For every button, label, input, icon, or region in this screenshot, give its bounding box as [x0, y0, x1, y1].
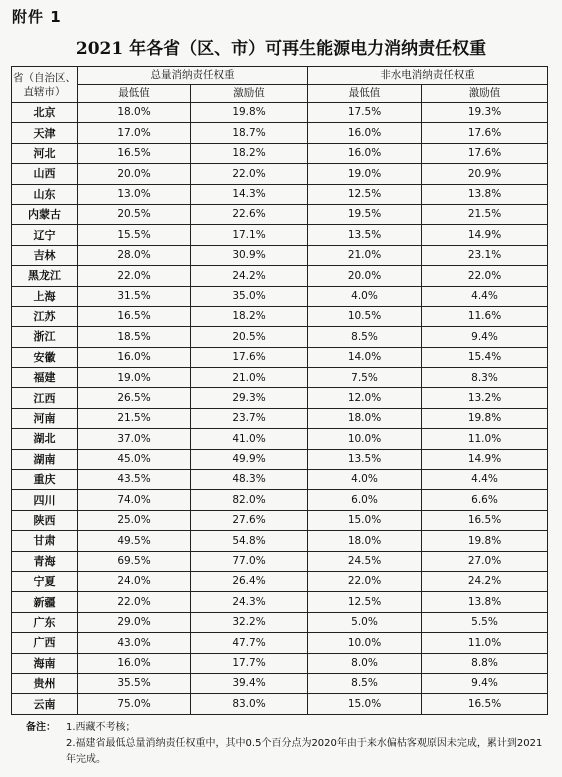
total-min-cell: 75.0% — [78, 694, 191, 714]
nonhydro-incentive-cell: 4.4% — [422, 470, 548, 490]
nonhydro-incentive-cell: 13.8% — [422, 184, 548, 204]
total-min-cell: 22.0% — [78, 592, 191, 612]
total-min-cell: 16.0% — [78, 653, 191, 673]
nonhydro-incentive-cell: 24.2% — [422, 571, 548, 591]
nonhydro-min-cell: 4.0% — [308, 286, 422, 306]
table-row — [12, 368, 548, 388]
nonhydro-min-cell: 10.0% — [308, 429, 422, 449]
table-row — [12, 327, 548, 347]
total-incentive-cell: 17.1% — [191, 225, 308, 245]
total-min-cell: 24.0% — [78, 571, 191, 591]
nonhydro-incentive-cell: 17.6% — [422, 143, 548, 163]
nonhydro-min-cell: 4.0% — [308, 470, 422, 490]
total-incentive-cell: 22.6% — [191, 204, 308, 224]
nonhydro-min-cell: 15.0% — [308, 694, 422, 714]
total-min-header: 最低值 — [78, 85, 191, 103]
nonhydro-min-cell: 6.0% — [308, 490, 422, 510]
total-min-cell: 15.5% — [78, 225, 191, 245]
table-row — [12, 164, 548, 184]
table-row — [12, 143, 548, 163]
total-min-cell: 45.0% — [78, 449, 191, 469]
total-incentive-cell: 17.6% — [191, 347, 308, 367]
nonhydro-min-cell: 24.5% — [308, 551, 422, 571]
nonhydro-incentive-cell: 5.5% — [422, 612, 548, 632]
table-row — [12, 388, 548, 408]
total-min-cell: 29.0% — [78, 612, 191, 632]
total-incentive-cell: 32.2% — [191, 612, 308, 632]
province-cell: 福建 — [12, 368, 78, 388]
nonhydro-incentive-cell: 4.4% — [422, 286, 548, 306]
total-min-cell: 20.5% — [78, 204, 191, 224]
total-incentive-cell: 22.0% — [191, 164, 308, 184]
attachment-label: 附件 1 — [12, 8, 62, 26]
total-incentive-cell: 17.7% — [191, 653, 308, 673]
nonhydro-min-cell: 21.0% — [308, 245, 422, 265]
nonhydro-incentive-cell: 14.9% — [422, 225, 548, 245]
note-item — [26, 736, 546, 768]
nonhydro-incentive-cell: 27.0% — [422, 551, 548, 571]
nonhydro-min-cell: 19.5% — [308, 204, 422, 224]
nonhydro-min-cell: 12.0% — [308, 388, 422, 408]
nonhydro-incentive-cell: 11.0% — [422, 633, 548, 653]
total-incentive-cell: 27.6% — [191, 510, 308, 530]
province-cell: 四川 — [12, 490, 78, 510]
table-row — [12, 266, 548, 286]
table-row — [12, 225, 548, 245]
nonhydro-incentive-cell: 17.6% — [422, 123, 548, 143]
total-min-cell: 16.5% — [78, 143, 191, 163]
table-row — [12, 571, 548, 591]
total-incentive-cell: 24.2% — [191, 266, 308, 286]
nonhydro-incentive-cell: 11.6% — [422, 306, 548, 326]
table-row — [12, 490, 548, 510]
table-row — [12, 633, 548, 653]
nonhydro-incentive-cell: 20.9% — [422, 164, 548, 184]
total-incentive-cell: 48.3% — [191, 470, 308, 490]
nonhydro-incentive-cell: 16.5% — [422, 694, 548, 714]
province-cell: 陕西 — [12, 510, 78, 530]
notes-label: 备注： — [26, 722, 56, 733]
total-min-cell: 13.0% — [78, 184, 191, 204]
total-min-cell: 69.5% — [78, 551, 191, 571]
table-row — [12, 653, 548, 673]
total-min-cell: 19.0% — [78, 368, 191, 388]
total-incentive-cell: 77.0% — [191, 551, 308, 571]
nonhydro-min-cell: 10.5% — [308, 306, 422, 326]
table-row — [12, 510, 548, 530]
province-cell: 上海 — [12, 286, 78, 306]
total-min-cell: 16.0% — [78, 347, 191, 367]
nonhydro-incentive-cell: 19.8% — [422, 408, 548, 428]
province-cell: 安徽 — [12, 347, 78, 367]
document-title: 2021 年各省（区、市）可再生能源电力消纳责任权重 — [75, 39, 487, 59]
total-min-cell: 49.5% — [78, 531, 191, 551]
nonhydro-min-cell: 13.5% — [308, 225, 422, 245]
total-min-cell: 43.0% — [78, 633, 191, 653]
nonhydro-incentive-cell: 22.0% — [422, 266, 548, 286]
total-min-cell: 43.5% — [78, 470, 191, 490]
province-cell: 河南 — [12, 408, 78, 428]
total-incentive-cell: 35.0% — [191, 286, 308, 306]
total-incentive-cell: 39.4% — [191, 673, 308, 693]
nonhydro-min-cell: 8.5% — [308, 673, 422, 693]
table-subheader-row — [12, 85, 548, 103]
note-item — [26, 720, 546, 736]
nonhydro-incentive-cell: 16.5% — [422, 510, 548, 530]
note-text: 2.福建省最低总量消纳责任权重中，其中0.5个百分点为2020年由于来水偏枯客观原因未完成，累计到2021年完成。 — [66, 738, 543, 765]
table-row — [12, 347, 548, 367]
total-incentive-cell: 18.2% — [191, 143, 308, 163]
nonhydro-incentive-cell: 8.3% — [422, 368, 548, 388]
province-cell: 甘肃 — [12, 531, 78, 551]
total-min-cell: 31.5% — [78, 286, 191, 306]
nonhydro-incentive-cell: 9.4% — [422, 673, 548, 693]
notes-section — [26, 720, 546, 768]
table-header-row — [12, 67, 548, 85]
province-cell: 新疆 — [12, 592, 78, 612]
total-min-cell: 18.0% — [78, 103, 191, 123]
total-incentive-cell: 54.8% — [191, 531, 308, 551]
nonhydro-min-cell: 15.0% — [308, 510, 422, 530]
nonhydro-min-header: 最低值 — [308, 85, 422, 103]
province-cell: 吉林 — [12, 245, 78, 265]
nonhydro-min-cell: 12.5% — [308, 184, 422, 204]
table-body — [12, 103, 548, 715]
table-row — [12, 673, 548, 693]
province-cell: 江西 — [12, 388, 78, 408]
province-column-header: 省（自治区、直辖市） — [12, 67, 78, 103]
total-min-cell: 18.5% — [78, 327, 191, 347]
nonhydro-incentive-cell: 19.8% — [422, 531, 548, 551]
total-min-cell: 17.0% — [78, 123, 191, 143]
total-min-cell: 74.0% — [78, 490, 191, 510]
table-row — [12, 551, 548, 571]
nonhydro-min-cell: 8.5% — [308, 327, 422, 347]
province-cell: 云南 — [12, 694, 78, 714]
total-incentive-cell: 23.7% — [191, 408, 308, 428]
total-incentive-cell: 24.3% — [191, 592, 308, 612]
nonhydro-min-cell: 20.0% — [308, 266, 422, 286]
total-incentive-cell: 82.0% — [191, 490, 308, 510]
table-row — [12, 531, 548, 551]
responsibility-weight-table — [11, 66, 548, 715]
total-min-cell: 25.0% — [78, 510, 191, 530]
total-incentive-cell: 29.3% — [191, 388, 308, 408]
province-cell: 广东 — [12, 612, 78, 632]
province-cell: 河北 — [12, 143, 78, 163]
total-incentive-cell: 26.4% — [191, 571, 308, 591]
total-incentive-cell: 18.7% — [191, 123, 308, 143]
total-min-cell: 16.5% — [78, 306, 191, 326]
total-min-cell: 28.0% — [78, 245, 191, 265]
nonhydro-min-cell: 5.0% — [308, 612, 422, 632]
total-incentive-cell: 21.0% — [191, 368, 308, 388]
table-row — [12, 429, 548, 449]
province-cell: 山东 — [12, 184, 78, 204]
nonhydro-incentive-cell: 19.3% — [422, 103, 548, 123]
table-row — [12, 612, 548, 632]
table-row — [12, 306, 548, 326]
total-incentive-cell: 30.9% — [191, 245, 308, 265]
province-cell: 青海 — [12, 551, 78, 571]
nonhydro-min-cell: 14.0% — [308, 347, 422, 367]
table-row — [12, 470, 548, 490]
province-cell: 浙江 — [12, 327, 78, 347]
province-cell: 天津 — [12, 123, 78, 143]
table-row — [12, 694, 548, 714]
total-min-cell: 21.5% — [78, 408, 191, 428]
nonhydro-min-cell: 12.5% — [308, 592, 422, 612]
nonhydro-min-cell: 19.0% — [308, 164, 422, 184]
province-cell: 重庆 — [12, 470, 78, 490]
province-cell: 辽宁 — [12, 225, 78, 245]
note-text: 1.西藏不考核； — [66, 722, 136, 733]
nonhydro-incentive-cell: 13.2% — [422, 388, 548, 408]
nonhydro-min-cell: 16.0% — [308, 143, 422, 163]
table-row — [12, 449, 548, 469]
province-cell: 宁夏 — [12, 571, 78, 591]
table-row — [12, 103, 548, 123]
total-min-cell: 20.0% — [78, 164, 191, 184]
table-row — [12, 184, 548, 204]
table-row — [12, 408, 548, 428]
total-incentive-cell: 41.0% — [191, 429, 308, 449]
province-cell: 湖北 — [12, 429, 78, 449]
province-cell: 贵州 — [12, 673, 78, 693]
province-cell: 内蒙古 — [12, 204, 78, 224]
province-cell: 江苏 — [12, 306, 78, 326]
total-incentive-cell: 20.5% — [191, 327, 308, 347]
total-min-cell: 35.5% — [78, 673, 191, 693]
table-row — [12, 204, 548, 224]
nonhydro-min-cell: 8.0% — [308, 653, 422, 673]
nonhydro-incentive-cell: 6.6% — [422, 490, 548, 510]
nonhydro-min-cell: 22.0% — [308, 571, 422, 591]
total-weight-group-header: 总量消纳责任权重 — [78, 67, 308, 85]
province-cell: 广西 — [12, 633, 78, 653]
table-row — [12, 286, 548, 306]
total-min-cell: 26.5% — [78, 388, 191, 408]
province-cell: 海南 — [12, 653, 78, 673]
nonhydro-incentive-header: 激励值 — [422, 85, 548, 103]
nonhydro-incentive-cell: 8.8% — [422, 653, 548, 673]
table-row — [12, 123, 548, 143]
table-row — [12, 245, 548, 265]
nonhydro-min-cell: 16.0% — [308, 123, 422, 143]
nonhydro-incentive-cell: 23.1% — [422, 245, 548, 265]
nonhydro-incentive-cell: 13.8% — [422, 592, 548, 612]
nonhydro-incentive-cell: 15.4% — [422, 347, 548, 367]
nonhydro-min-cell: 17.5% — [308, 103, 422, 123]
total-incentive-cell: 19.8% — [191, 103, 308, 123]
total-incentive-cell: 18.2% — [191, 306, 308, 326]
nonhydro-min-cell: 18.0% — [308, 408, 422, 428]
nonhydro-min-cell: 18.0% — [308, 531, 422, 551]
nonhydro-incentive-cell: 14.9% — [422, 449, 548, 469]
total-incentive-cell: 83.0% — [191, 694, 308, 714]
province-cell: 北京 — [12, 103, 78, 123]
total-incentive-header: 激励值 — [191, 85, 308, 103]
total-min-cell: 22.0% — [78, 266, 191, 286]
table-row — [12, 592, 548, 612]
total-incentive-cell: 14.3% — [191, 184, 308, 204]
province-cell: 山西 — [12, 164, 78, 184]
total-incentive-cell: 47.7% — [191, 633, 308, 653]
nonhydro-min-cell: 7.5% — [308, 368, 422, 388]
total-min-cell: 37.0% — [78, 429, 191, 449]
nonhydro-min-cell: 10.0% — [308, 633, 422, 653]
total-incentive-cell: 49.9% — [191, 449, 308, 469]
province-cell: 黑龙江 — [12, 266, 78, 286]
nonhydro-incentive-cell: 9.4% — [422, 327, 548, 347]
nonhydro-min-cell: 13.5% — [308, 449, 422, 469]
nonhydro-incentive-cell: 11.0% — [422, 429, 548, 449]
province-cell: 湖南 — [12, 449, 78, 469]
nonhydro-incentive-cell: 21.5% — [422, 204, 548, 224]
nonhydro-weight-group-header: 非水电消纳责任权重 — [308, 67, 548, 85]
